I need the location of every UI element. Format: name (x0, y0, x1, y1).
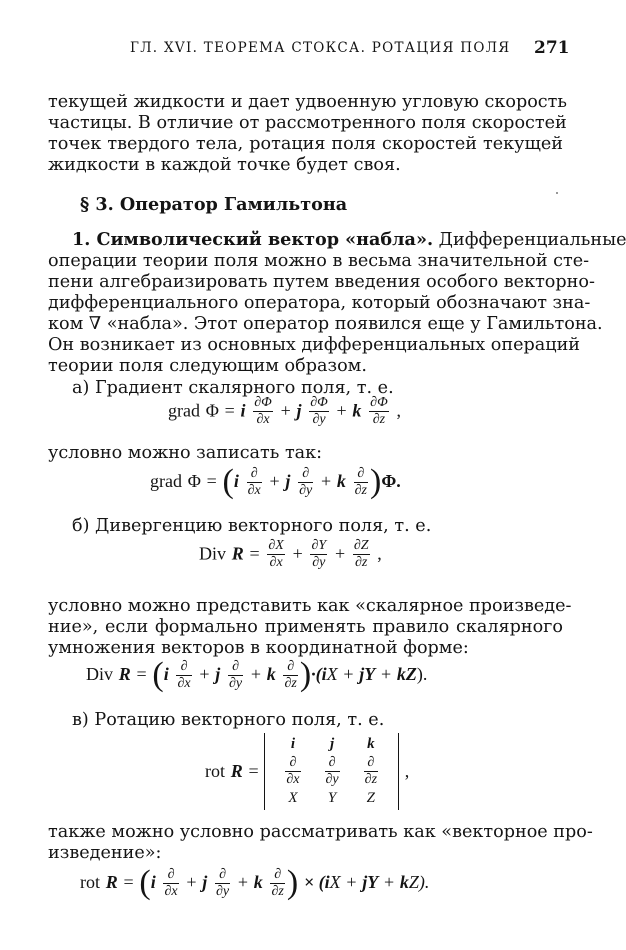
numerator: ∂ (298, 466, 313, 483)
grad-op: grad (168, 400, 200, 421)
dot-i-term: ·(i (311, 664, 327, 684)
intro-line: точек твердого тела, ротация поля скоростей текущей (48, 134, 563, 154)
chapter-title: ГЛ. XVI. ТЕОРЕМА СТОКСА. РОТАЦИЯ ПОЛЯ (130, 40, 511, 56)
unit-i: i (233, 471, 239, 491)
fraction (228, 659, 243, 692)
unit-j: j (285, 471, 291, 491)
plus-sign: + (334, 543, 346, 564)
item-a: а) Градиент скалярного поля, т. е. (72, 378, 394, 398)
fraction (353, 538, 370, 571)
fraction (247, 466, 262, 499)
formula-divergence (199, 538, 382, 571)
unit-k: k (336, 471, 346, 491)
plus-sign: + (269, 471, 280, 491)
para-line: теории поля следующим образом. (48, 356, 367, 376)
component-x: X (329, 872, 341, 892)
page-number: 271 (534, 38, 570, 58)
denominator: ∂y (228, 675, 243, 691)
right-paren: ) (299, 656, 312, 693)
unit-k: k (352, 400, 362, 421)
denominator: ∂z (364, 772, 378, 787)
det-cell: j (330, 736, 335, 752)
numerator: ∂ (215, 867, 230, 884)
unit-i: i (163, 664, 169, 684)
equals-sign: = (206, 471, 217, 491)
unit-k: k (253, 872, 263, 892)
phi-symbol: Φ (187, 471, 201, 491)
para-line: дифференциального оператора, который обозначают зна- (48, 293, 591, 313)
left-paren: ( (152, 656, 164, 693)
numerator: ∂ (247, 466, 262, 483)
numerator: ∂ (283, 659, 297, 676)
plus-sign: + (346, 872, 357, 892)
text-line: ние», если формально применять правило скалярного (48, 617, 563, 637)
section-title: § 3. Оператор Гамильтона (80, 194, 348, 215)
fraction (270, 867, 284, 900)
vector-r: R (231, 543, 244, 564)
equals-sign: = (248, 761, 259, 781)
formula-div-nabla (86, 658, 427, 692)
numerator: ∂ (285, 755, 300, 772)
denominator: ∂x (247, 482, 261, 498)
text-line: умножения векторов в координатной форме: (48, 638, 469, 658)
comma: , (404, 761, 410, 781)
para-line: ком ∇ «набла». Этот оператор появился еще у Гамильтона. (48, 314, 603, 334)
fraction (285, 755, 300, 788)
right-paren: ) (286, 864, 299, 901)
numerator: ∂ (163, 867, 178, 884)
intro-line: жидкости в каждой точке будет своя. (48, 155, 401, 175)
para-line: Он возникает из основных дифференциальных операций (48, 335, 581, 355)
formula-gradient (168, 395, 401, 428)
denominator: ∂x (269, 555, 283, 570)
grad-op: grad (150, 471, 182, 491)
fraction (283, 659, 297, 692)
comma: , (377, 543, 382, 564)
fraction (298, 466, 313, 499)
denominator: ∂z (284, 675, 297, 691)
numerator: ∂ (354, 466, 368, 483)
unit-i: i (150, 872, 156, 892)
item-c: в) Ротацию векторного поля, т. е. (72, 710, 385, 730)
right-paren: ) (369, 463, 382, 500)
determinant (264, 733, 399, 810)
phi-symbol: Φ (205, 400, 219, 421)
unit-k: k (266, 664, 276, 684)
equals-sign: = (136, 664, 147, 684)
denominator: ∂y (299, 482, 313, 498)
denominator: ∂y (325, 772, 339, 787)
det-cell: Y (327, 790, 337, 806)
jy-term: jY (362, 872, 379, 892)
phi-period: Φ. (381, 471, 401, 491)
paper-speck (556, 192, 558, 194)
denominator: ∂x (177, 675, 191, 691)
rot-op: rot (205, 761, 225, 781)
plus-sign: + (186, 872, 197, 892)
fraction (369, 395, 389, 428)
fraction (163, 867, 178, 900)
div-op: Div (199, 543, 226, 564)
plus-sign: + (292, 543, 303, 564)
unit-j: j (202, 872, 208, 892)
denominator: ∂z (354, 482, 367, 498)
comma: , (396, 400, 401, 421)
denominator: ∂z (372, 412, 386, 427)
plus-sign: + (381, 664, 392, 684)
denominator: ∂y (312, 555, 326, 570)
rot-op: rot (80, 872, 100, 892)
fraction (253, 395, 273, 428)
numerator: ∂ (176, 659, 191, 676)
numerator: ∂Z (353, 538, 369, 553)
plus-sign: + (250, 664, 261, 684)
denominator: ∂y (215, 883, 230, 899)
equals-sign: = (249, 543, 260, 564)
subsection-first-line (72, 229, 626, 251)
formula-grad-nabla (150, 465, 401, 499)
formula-rotation-det (205, 733, 409, 810)
unit-k: k (399, 872, 409, 892)
det-cell (352, 754, 390, 789)
para-line: пени алгебраизировать путем введения особого векторно- (48, 272, 595, 292)
plus-sign: + (384, 872, 395, 892)
close-paren-period: ). (416, 664, 428, 684)
kz-term: kZ (396, 664, 417, 684)
det-cell (273, 754, 312, 789)
vector-r: R (118, 664, 131, 684)
subsection-rest: Дифференциальные (438, 230, 626, 250)
denominator: ∂x (286, 772, 300, 787)
plus-sign: + (320, 471, 332, 491)
denominator: ∂x (256, 412, 270, 427)
det-cell (313, 754, 352, 789)
running-header (0, 38, 607, 62)
fraction (267, 538, 284, 571)
unit-i: i (240, 400, 246, 421)
fraction (325, 755, 340, 788)
numerator: ∂Y (311, 538, 327, 553)
numerator: ∂ (270, 867, 284, 884)
unit-j: j (215, 664, 221, 684)
div-op: Div (86, 664, 113, 684)
fraction (176, 659, 191, 692)
left-paren: ( (139, 864, 151, 901)
det-cell: Z (366, 790, 376, 806)
numerator: ∂ (325, 755, 340, 772)
text-line: изведение»: (48, 843, 162, 863)
numerator: ∂Φ (370, 395, 388, 410)
vector-r: R (230, 761, 243, 781)
fraction (364, 755, 378, 788)
plus-sign: + (199, 664, 210, 684)
jy-term: jY (359, 664, 376, 684)
para-line: операции теории поля можно в весьма значительной сте- (48, 251, 590, 271)
denominator: ∂x (164, 883, 178, 899)
plus-sign: + (280, 400, 291, 421)
numerator: ∂Φ (310, 395, 328, 410)
item-b: б) Дивергенцию векторного поля, т. е. (72, 516, 432, 536)
formula-rot-nabla (80, 866, 429, 900)
left-paren: ( (222, 463, 234, 500)
subsection-label: 1. Символический вектор «набла». (72, 229, 434, 250)
fraction (310, 538, 327, 571)
denominator: ∂z (271, 883, 284, 899)
text-line: условно можно записать так: (48, 443, 323, 463)
denominator: ∂z (355, 555, 368, 570)
cross-i-term: × (i (303, 872, 330, 892)
fraction (309, 395, 329, 428)
numerator: ∂X (268, 538, 284, 553)
intro-line: текущей жидкости и дает удвоенную угловую скорость (48, 92, 567, 112)
vector-r: R (105, 872, 118, 892)
z-close: Z). (408, 872, 430, 892)
det-cell: k (367, 736, 375, 752)
equals-sign: = (224, 400, 235, 421)
det-cell: i (290, 736, 296, 752)
intro-line: частицы. В отличие от рассмотренного поля скоростей (48, 113, 567, 133)
numerator: ∂ (228, 659, 243, 676)
plus-sign: + (237, 872, 248, 892)
text-line: условно можно представить как «скалярное произведе- (48, 596, 572, 616)
fraction (215, 867, 230, 900)
plus-sign: + (336, 400, 347, 421)
component-x: X (326, 664, 338, 684)
det-cell: X (288, 790, 298, 806)
fraction (354, 466, 368, 499)
denominator: ∂y (312, 412, 326, 427)
plus-sign: + (343, 664, 354, 684)
numerator: ∂Φ (254, 395, 272, 410)
text-line: также можно условно рассматривать как «векторное про- (48, 822, 593, 842)
equals-sign: = (123, 872, 134, 892)
numerator: ∂ (364, 755, 378, 772)
unit-j: j (296, 400, 302, 421)
